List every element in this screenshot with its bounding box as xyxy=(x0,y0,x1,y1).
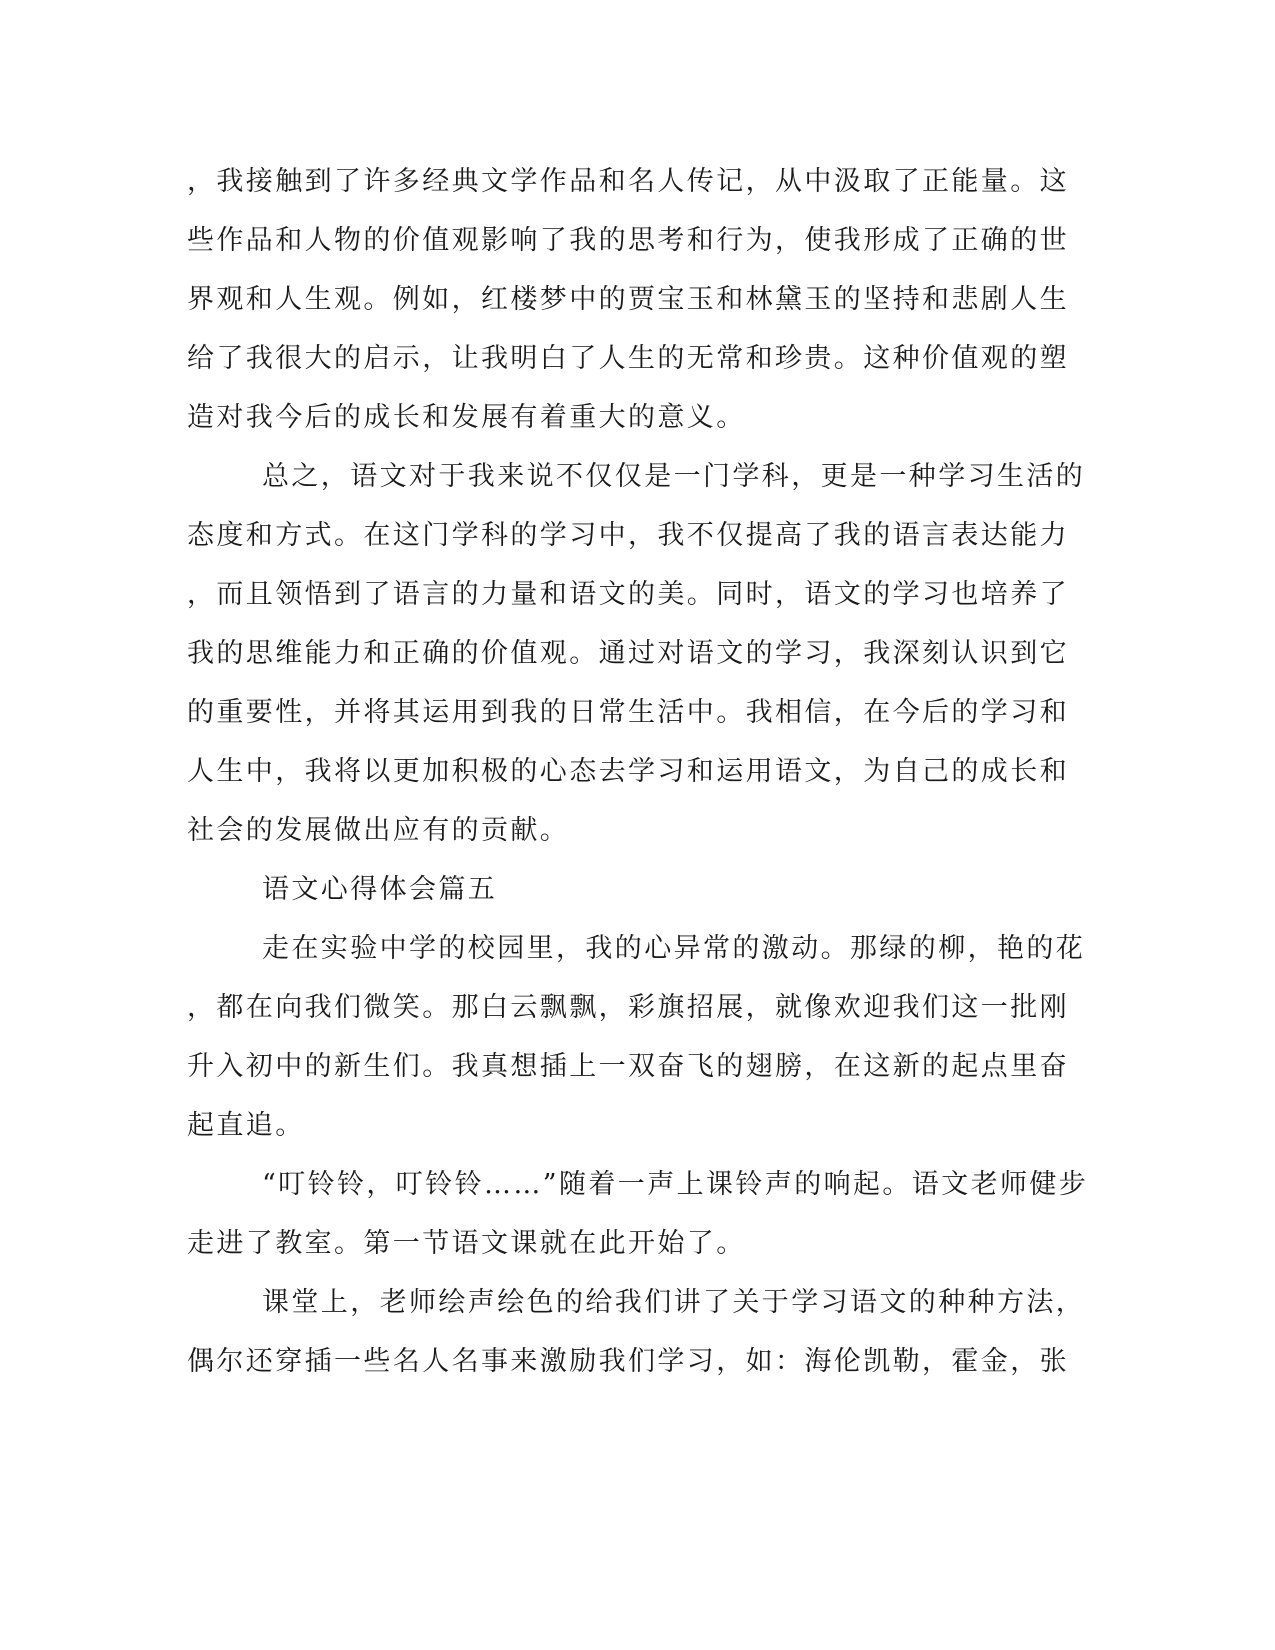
paragraph-line: 态度和方式。在这门学科的学习中，我不仅提高了我的语言表达能力 xyxy=(187,520,1069,551)
paragraph-line: 课堂上，老师绘声绘色的给我们讲了关于学习语文的种种方法， xyxy=(262,1287,1086,1318)
paragraph-line: 些作品和人物的价值观影响了我的思考和行为，使我形成了正确的世 xyxy=(187,225,1069,256)
paragraph-line: 起直追。 xyxy=(187,1110,305,1141)
paragraph-line: 升入初中的新生们。我真想插上一双奋飞的翅膀，在这新的起点里奋 xyxy=(187,1051,1069,1082)
paragraph-line: 社会的发展做出应有的贡献。 xyxy=(187,815,570,846)
paragraph-line: 的重要性，并将其运用到我的日常生活中。我相信，在今后的学习和 xyxy=(187,697,1069,728)
paragraph-line: 总之，语文对于我来说不仅仅是一门学科，更是一种学习生活的 xyxy=(262,461,1086,492)
paragraph-line: 给了我很大的启示，让我明白了人生的无常和珍贵。这种价值观的塑 xyxy=(187,343,1069,374)
paragraph-line: 造对我今后的成长和发展有着重大的意义。 xyxy=(187,402,746,433)
paragraph-line: ，都在向我们微笑。那白云飘飘，彩旗招展，就像欢迎我们这一批刚 xyxy=(187,992,1069,1023)
paragraph-line: ，而且领悟到了语言的力量和语文的美。同时，语文的学习也培养了 xyxy=(187,579,1069,610)
paragraph-line: 我的思维能力和正确的价值观。通过对语文的学习，我深刻认识到它 xyxy=(187,638,1069,669)
paragraph-line: 偶尔还穿插一些名人名事来激励我们学习，如：海伦凯勒，霍金，张 xyxy=(187,1346,1069,1377)
section-heading: 语文心得体会篇五 xyxy=(262,874,498,905)
paragraph-line: 走在实验中学的校园里，我的心异常的激动。那绿的柳，艳的花 xyxy=(262,933,1086,964)
paragraph-line: “叮铃铃，叮铃铃……”随着一声上课铃声的响起。语文老师健步 xyxy=(262,1169,1089,1200)
paragraph-line: ，我接触到了许多经典文学作品和名人传记，从中汲取了正能量。这 xyxy=(187,166,1069,197)
paragraph-line: 走进了教室。第一节语文课就在此开始了。 xyxy=(187,1228,746,1259)
paragraph-line: 人生中，我将以更加积极的心态去学习和运用语文，为自己的成长和 xyxy=(187,756,1069,787)
paragraph-line: 界观和人生观。例如，红楼梦中的贾宝玉和林黛玉的坚持和悲剧人生 xyxy=(187,284,1069,315)
